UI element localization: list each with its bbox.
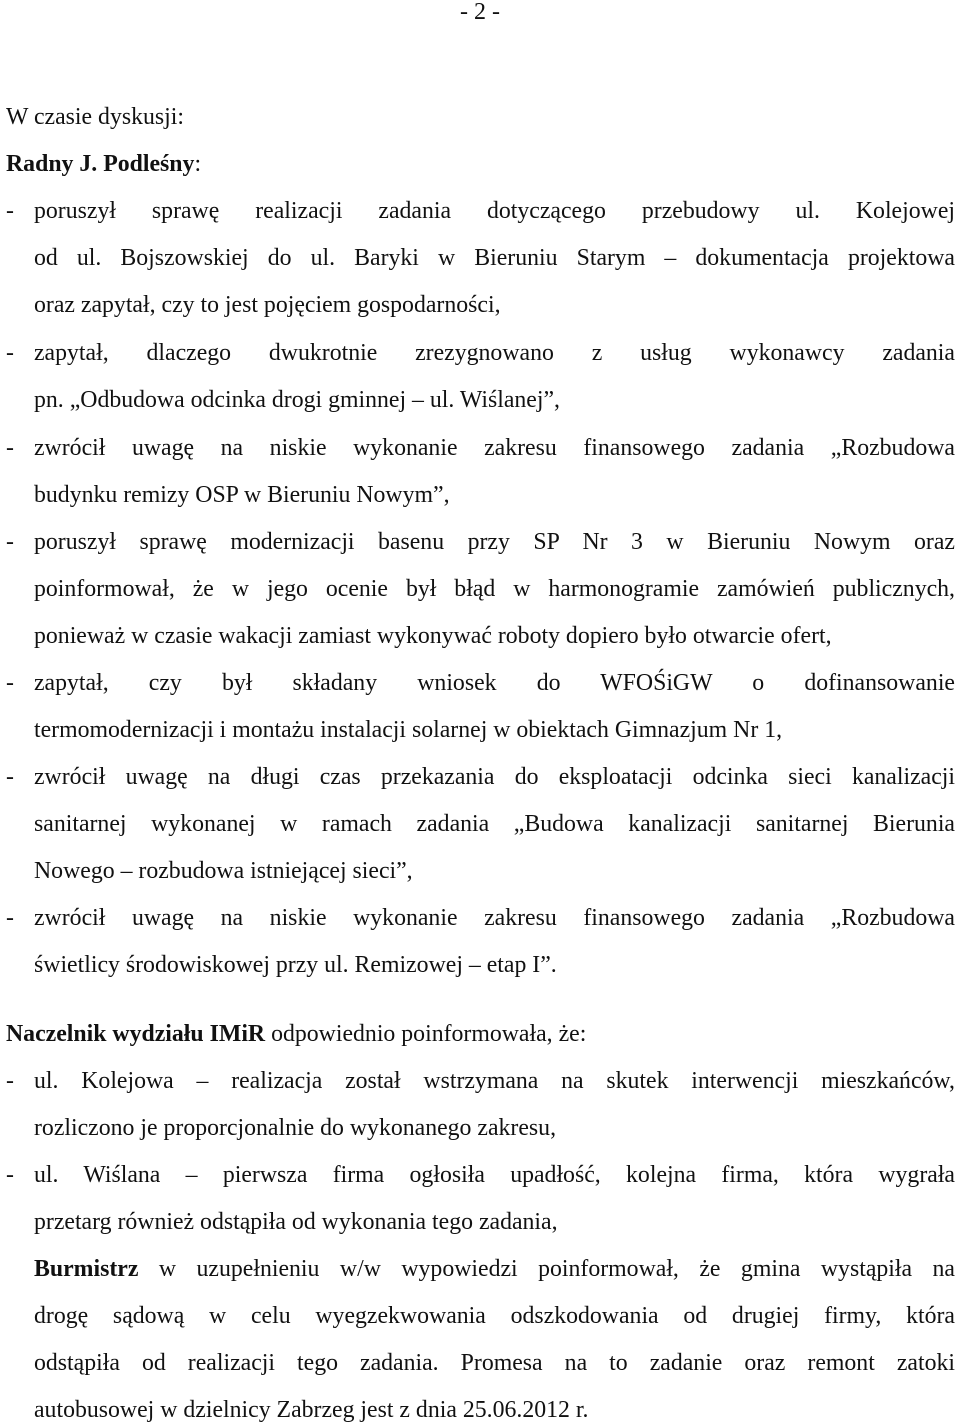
page-number: - 2 -: [460, 0, 500, 25]
intro-line: W czasie dyskusji:: [6, 104, 185, 130]
speaker-3-name: Burmistrz: [34, 1256, 139, 1282]
speaker-2-name: Naczelnik wydziału IMiR: [6, 1021, 266, 1047]
speaker-3-text: w uzupełnieniu w/w wypowiedzi poinformował, że gmina wystąpiła na: [138, 1256, 955, 1282]
bullet-continuation: od ul. Bojszowskiej do ul. Baryki w Bieruniu Starym – dokumentacja projektowa: [34, 245, 955, 271]
bullet-continuation: przetarg również odstąpiła od wykonania tego zadania,: [34, 1209, 558, 1235]
bullet-continuation: pn. „Odbudowa odcinka drogi gminnej – ul. Wiślanej”,: [34, 387, 560, 413]
bullet-item-3: - zwrócił uwagę na niskie wykonanie zakresu finansowego zadania „Rozbudowa: [6, 435, 955, 461]
bullet-continuation: sanitarnej wykonanej w ramach zadania „Budowa kanalizacji sanitarnej Bierunia: [34, 811, 955, 837]
speaker-1-colon: :: [194, 151, 202, 177]
bullet-continuation: termomodernizacji i montażu instalacji solarnej w obiektach Gimnazjum Nr 1,: [34, 717, 783, 743]
bullet-item-4: - poruszył sprawę modernizacji basenu przy SP Nr 3 w Bieruniu Nowym oraz: [6, 529, 955, 555]
speaker-2-heading: [6, 1018, 960, 1050]
bullet-continuation: Nowego – rozbudowa istniejącej sieci”,: [34, 858, 413, 884]
bullet-item-5: - zapytał, czy był składany wniosek do WFOŚiGW o dofinansowanie: [6, 670, 955, 696]
bullet-continuation: budynku remizy OSP w Bieruniu Nowym”,: [34, 482, 450, 508]
bullet-continuation: poinformował, że w jego ocenie był błąd w harmonogramie zamówień publicznych,: [34, 576, 955, 602]
paragraph-line: drogę sądową w celu wyegzekwowania odszkodowania od drugiej firmy, która: [34, 1303, 955, 1329]
bullet-item-7: - zwrócił uwagę na niskie wykonanie zakresu finansowego zadania „Rozbudowa: [6, 905, 955, 931]
bullet-continuation: rozliczono je proporcjonalnie do wykonanego zakresu,: [34, 1115, 557, 1141]
bullet-continuation: świetlicy środowiskowej przy ul. Remizowej – etap I”.: [34, 952, 557, 978]
bullet-item-2: - zapytał, dlaczego dwukrotnie zrezygnowano z usług wykonawcy zadania: [6, 340, 955, 366]
speaker-3-paragraph: [34, 1253, 955, 1285]
bullet-continuation: oraz zapytał, czy to jest pojęciem gospodarności,: [34, 292, 501, 318]
speaker-1-name: Radny J. Podleśny: [6, 151, 195, 177]
paragraph-line: autobusowej w dzielnicy Zabrzeg jest z dnia 25.06.2012 r.: [34, 1397, 589, 1423]
bullet-item-8: - ul. Kolejowa – realizacja został wstrzymana na skutek interwencji mieszkańców,: [6, 1068, 955, 1094]
bullet-continuation: ponieważ w czasie wakacji zamiast wykonywać roboty dopiero było otwarcie ofert,: [34, 623, 832, 649]
bullet-item-9: - ul. Wiślana – pierwsza firma ogłosiła upadłość, kolejna firma, która wygrała: [6, 1162, 955, 1188]
speaker-2-text: odpowiednio poinformowała, że:: [265, 1021, 587, 1047]
bullet-item-1: - poruszył sprawę realizacji zadania dotyczącego przebudowy ul. Kolejowej: [6, 198, 955, 224]
paragraph-line: odstąpiła od realizacji tego zadania. Promesa na to zadanie oraz remont zatoki: [34, 1350, 955, 1376]
bullet-item-6: - zwrócił uwagę na długi czas przekazania do eksploatacji odcinka sieci kanalizacji: [6, 764, 955, 790]
speaker-1-heading: [6, 148, 960, 180]
